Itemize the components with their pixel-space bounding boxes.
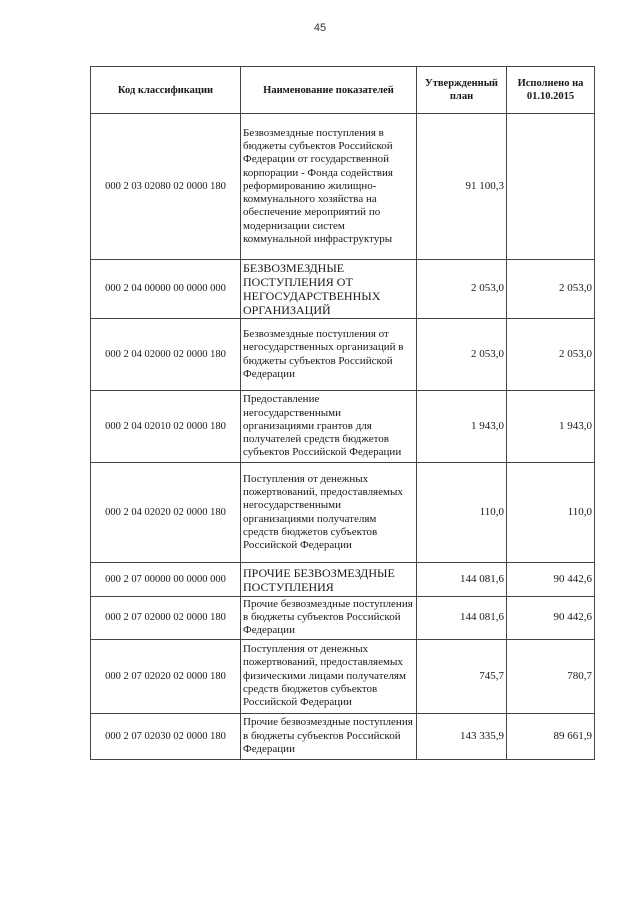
cell-done: 2 053,0 [507,260,595,319]
cell-plan: 144 081,6 [417,597,507,640]
cell-plan: 1 943,0 [417,391,507,463]
cell-code: 000 2 04 02020 02 0000 180 [91,463,241,563]
page-number: 45 [313,22,327,34]
cell-code: 000 2 03 02080 02 0000 180 [91,114,241,260]
cell-done: 110,0 [507,463,595,563]
table-row [91,319,595,391]
cell-name: Поступления от денежных пожертвований, предоставляемых физическими лицами получателям средств бюджетов субъектов Российской Федерации [241,639,417,713]
cell-done: 2 053,0 [507,319,595,391]
table-row [91,391,595,463]
cell-name: БЕЗВОЗМЕЗДНЫЕ ПОСТУПЛЕНИЯ ОТ НЕГОСУДАРСТВЕННЫХ ОРГАНИЗАЦИЙ [241,260,417,319]
table-row [91,563,595,597]
table-row [91,463,595,563]
cell-code: 000 2 04 02010 02 0000 180 [91,391,241,463]
cell-done: 90 442,6 [507,597,595,640]
cell-done: 780,7 [507,639,595,713]
cell-name: Прочие безвозмездные поступления в бюджеты субъектов Российской Федерации [241,597,417,640]
cell-plan: 143 335,9 [417,713,507,759]
budget-table [90,66,595,760]
cell-name: Предоставление негосударственными организациями грантов для получателей средств бюджетов субъектов Российской Федерации [241,391,417,463]
cell-code: 000 2 07 02000 02 0000 180 [91,597,241,640]
cell-code: 000 2 04 02000 02 0000 180 [91,319,241,391]
cell-done [507,114,595,260]
table-row [91,597,595,640]
cell-plan: 2 053,0 [417,319,507,391]
table-row [91,260,595,319]
cell-code: 000 2 07 00000 00 0000 000 [91,563,241,597]
cell-code: 000 2 07 02020 02 0000 180 [91,639,241,713]
cell-name: Прочие безвозмездные поступления в бюджеты субъектов Российской Федерации [241,713,417,759]
cell-done: 89 661,9 [507,713,595,759]
header-plan: Утвержденный план [417,67,507,114]
cell-plan: 745,7 [417,639,507,713]
header-done: Исполнено на 01.10.2015 [507,67,595,114]
cell-done: 1 943,0 [507,391,595,463]
cell-plan: 2 053,0 [417,260,507,319]
table-row [91,114,595,260]
cell-name: Безвозмездные поступления от негосударственных организаций в бюджеты субъектов Российской Федерации [241,319,417,391]
header-code: Код классификации [91,67,241,114]
cell-name: Безвозмездные поступления в бюджеты субъектов Российской Федерации от государственной корпорации - Фонда содействия реформированию жилищно-коммунального хозяйства на обеспечение мероприятий по модернизации систем коммунальной инфраструктуры [241,114,417,260]
cell-plan: 91 100,3 [417,114,507,260]
cell-name: ПРОЧИЕ БЕЗВОЗМЕЗДНЫЕ ПОСТУПЛЕНИЯ [241,563,417,597]
cell-name: Поступления от денежных пожертвований, предоставляемых негосударственными организациями получателям средств бюджетов субъектов Российской Федерации [241,463,417,563]
cell-code: 000 2 07 02030 02 0000 180 [91,713,241,759]
cell-code: 000 2 04 00000 00 0000 000 [91,260,241,319]
table-row [91,639,595,713]
header-name: Наименование показателей [241,67,417,114]
table-row [91,713,595,759]
header-row [91,67,595,114]
cell-done: 90 442,6 [507,563,595,597]
cell-plan: 144 081,6 [417,563,507,597]
cell-plan: 110,0 [417,463,507,563]
